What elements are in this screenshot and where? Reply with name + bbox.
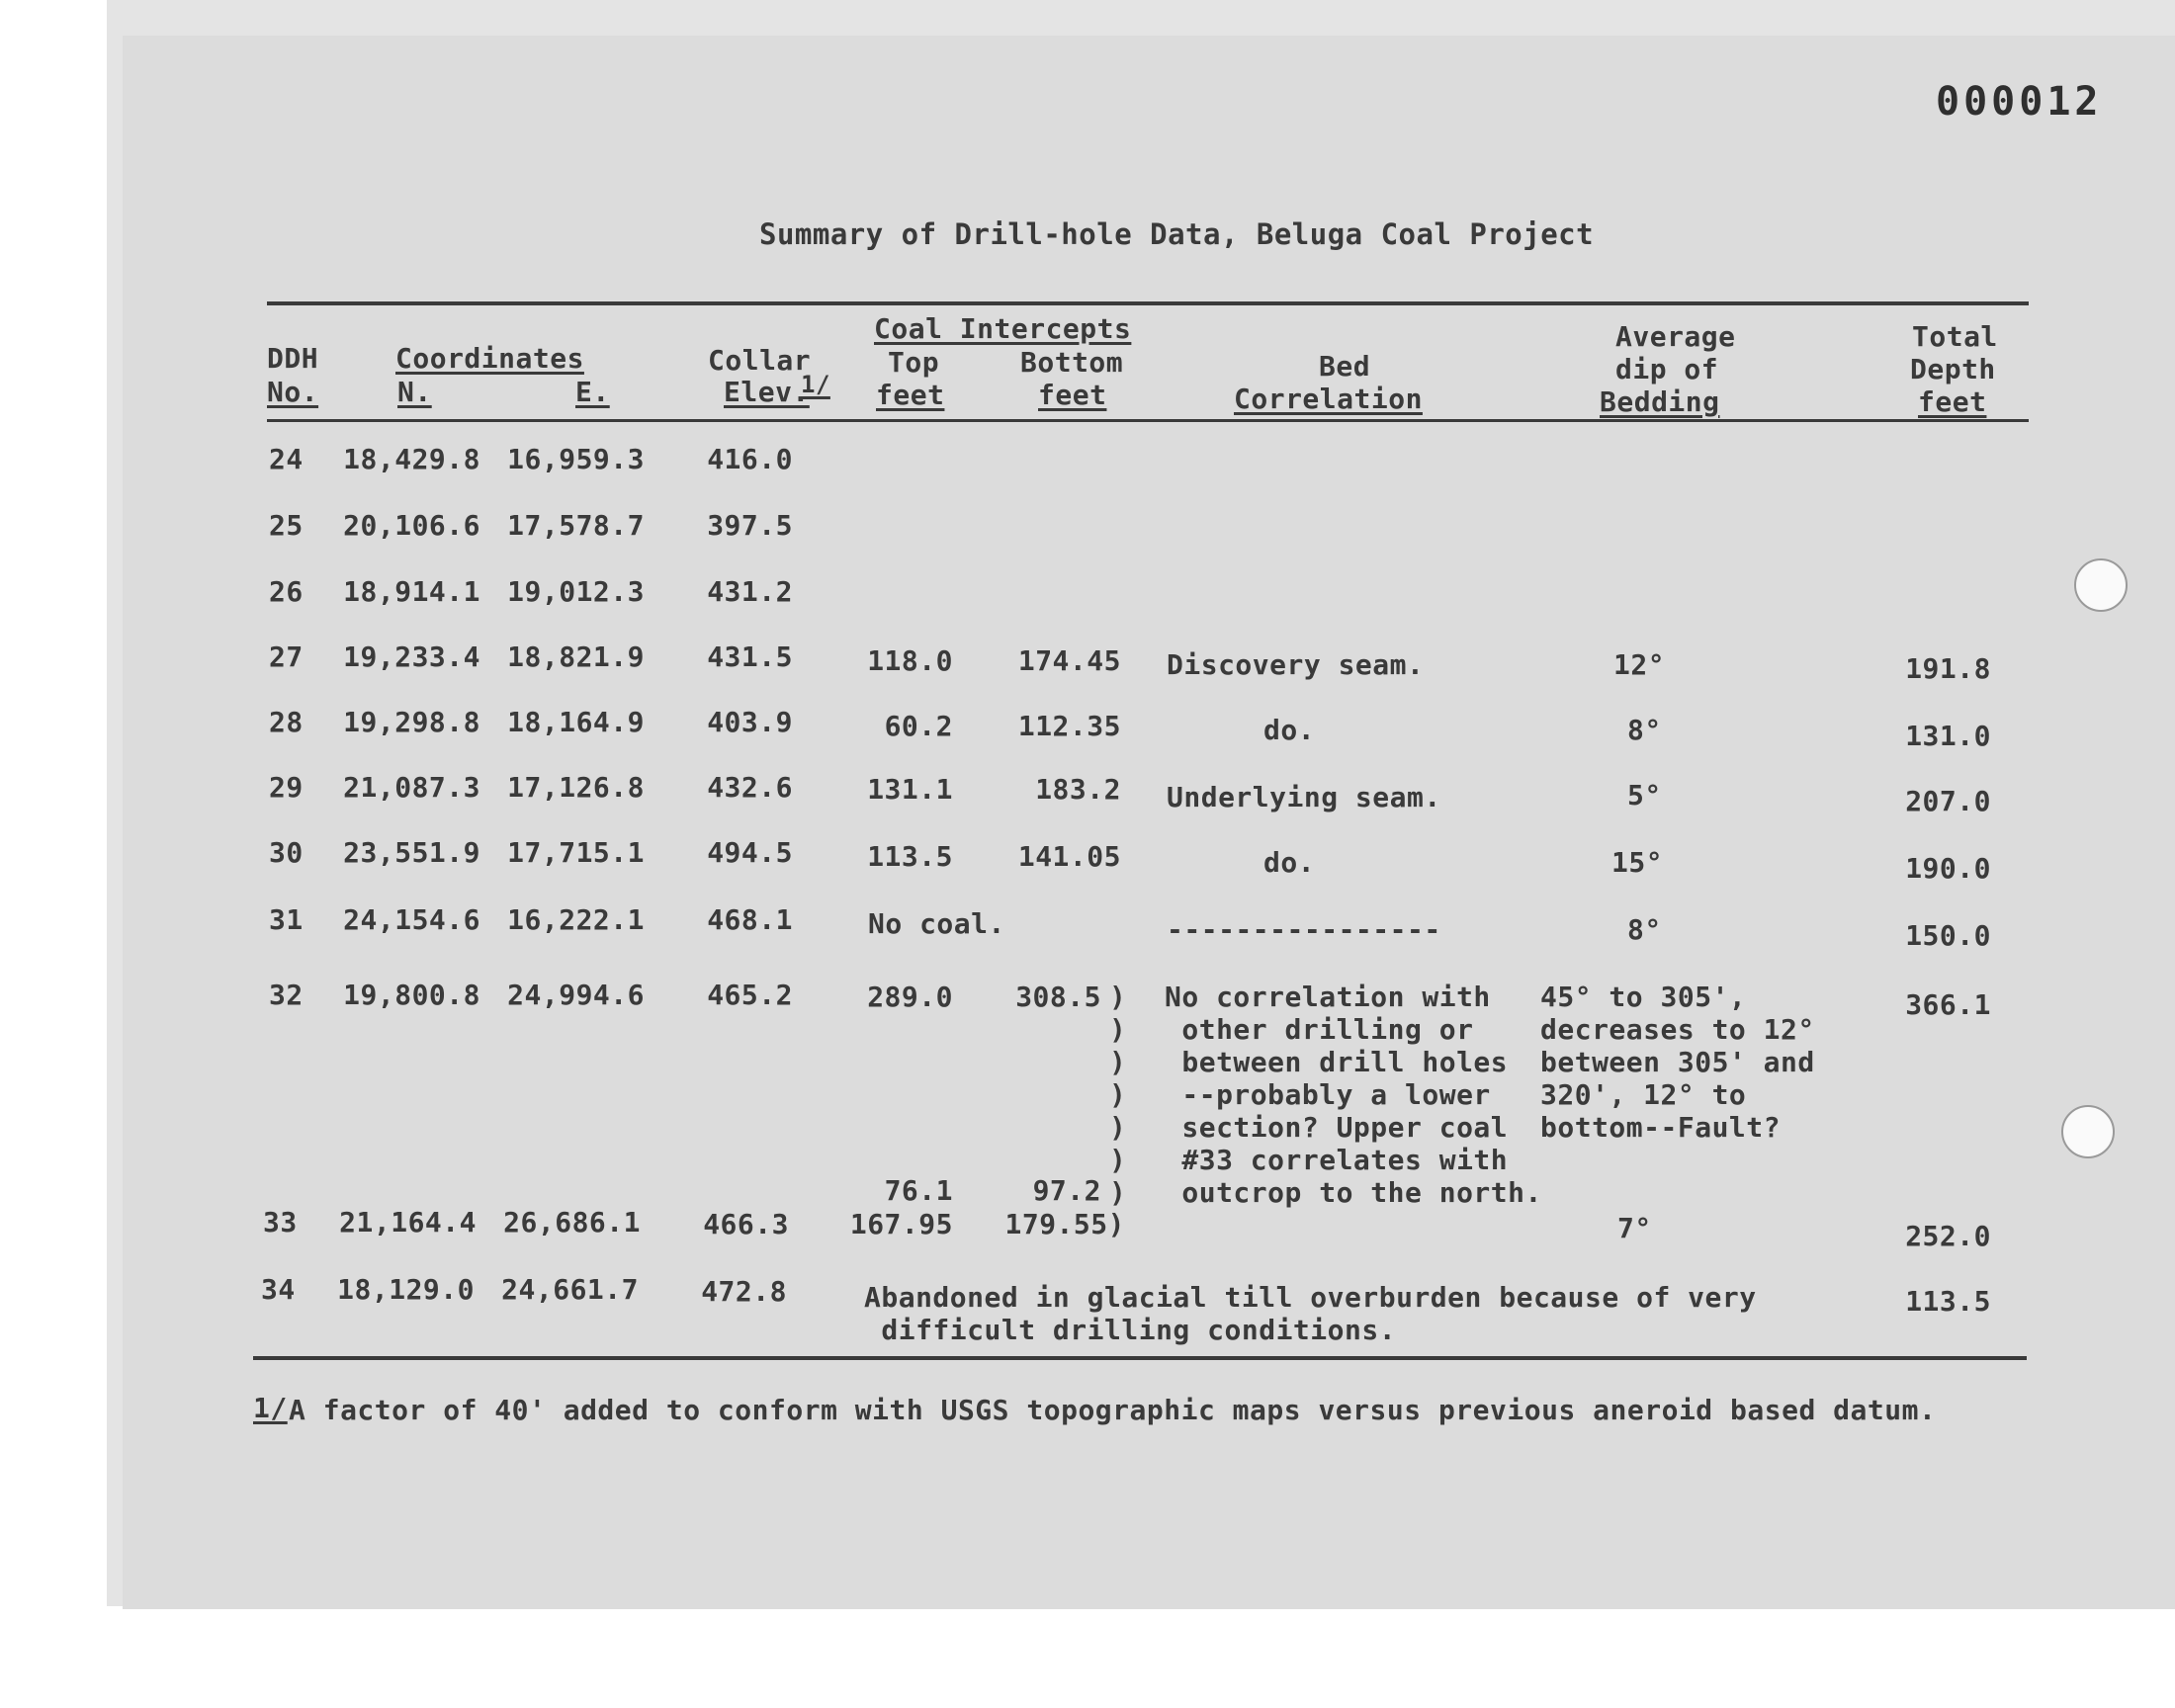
cell-top: No coal. — [868, 907, 1005, 940]
header-correlation: Correlation — [1234, 383, 1423, 415]
cell-east: 17,126.8 — [507, 771, 645, 804]
cell-bed-correlation: do. — [1263, 846, 1316, 879]
cell-east: 17,715.1 — [507, 836, 645, 869]
cell-top: 289.0 — [867, 981, 953, 1013]
header-elev: Elev. — [724, 376, 810, 408]
table-header-rule — [267, 419, 2029, 422]
cell-ddh: 24 — [269, 443, 304, 475]
header-e: E. — [575, 376, 610, 408]
header-depth-feet: feet — [1918, 385, 1987, 418]
cell-ddh: 26 — [269, 575, 304, 608]
cell-dip: 8° — [1627, 913, 1662, 946]
bracket-column: ) ) ) ) ) ) ) — [1109, 981, 1127, 1209]
cell-north: 19,800.8 — [343, 979, 480, 1011]
cell-north: 18,429.8 — [343, 443, 480, 475]
punch-hole-upper — [2074, 558, 2128, 612]
cell-top: 113.5 — [867, 840, 953, 873]
header-elev-footnote: 1/ — [801, 371, 830, 398]
cell-bed-correlation: Discovery seam. — [1167, 648, 1425, 681]
cell-elev: 432.6 — [707, 771, 793, 804]
cell-bottom: 308.5 — [1015, 981, 1101, 1013]
cell-total-depth: 113.5 — [1905, 1285, 1991, 1318]
header-top: Top — [888, 346, 940, 379]
cell-east: 18,821.9 — [507, 640, 645, 673]
punch-hole-lower — [2061, 1105, 2115, 1158]
cell-dip: 45° to 305', decreases to 12° between 305' and 320', 12° to bottom--Fault? — [1540, 981, 1815, 1144]
cell-east: 17,578.7 — [507, 509, 645, 542]
cell-total-depth: 366.1 — [1905, 988, 1991, 1021]
cell-bed-correlation: Underlying seam. — [1167, 781, 1441, 813]
cell-bottom: 179.55) — [1004, 1208, 1125, 1240]
header-n: N. — [397, 376, 432, 408]
cell-top: 167.95 — [849, 1208, 953, 1240]
cell-bottom: 183.2 — [1035, 773, 1121, 806]
cell-top: 131.1 — [867, 773, 953, 806]
cell-total-depth: 150.0 — [1905, 919, 1991, 952]
cell-north: 18,914.1 — [343, 575, 480, 608]
header-depth: Depth — [1910, 353, 1996, 385]
cell-elev: 431.5 — [707, 640, 793, 673]
cell-dip: 7° — [1617, 1212, 1652, 1244]
cell-east: 24,994.6 — [507, 979, 645, 1011]
cell-elev: 416.0 — [707, 443, 793, 475]
cell-east: 16,959.3 — [507, 443, 645, 475]
cell-bed-correlation: No correlation with other drilling or between drill holes --probably a lower section? Upper coal #33 correlates with outcrop to the north. — [1165, 981, 1542, 1209]
header-dip-of: dip of — [1615, 353, 1719, 385]
cell-ddh: 27 — [269, 640, 304, 673]
header-no: No. — [267, 376, 319, 408]
cell-north: 19,298.8 — [343, 706, 480, 738]
header-top-feet: feet — [876, 379, 945, 411]
header-bedding: Bedding — [1600, 385, 1720, 418]
cell-east: 24,661.7 — [501, 1273, 639, 1306]
cell-total-depth: 252.0 — [1905, 1220, 1991, 1252]
header-bottom: Bottom — [1020, 346, 1124, 379]
cell-top-second: 76.1 — [884, 1174, 953, 1207]
cell-top: 60.2 — [884, 710, 953, 742]
header-collar: Collar — [708, 344, 812, 377]
paper-sheet — [123, 36, 2175, 1609]
cell-elev: 468.1 — [707, 903, 793, 936]
table-top-rule — [267, 301, 2029, 305]
cell-north: 23,551.9 — [343, 836, 480, 869]
cell-total-depth: 207.0 — [1905, 785, 1991, 817]
cell-ddh: 25 — [269, 509, 304, 542]
cell-elev: 494.5 — [707, 836, 793, 869]
cell-bed-correlation: ---------------- — [1167, 913, 1441, 946]
cell-elev: 466.3 — [703, 1208, 789, 1240]
header-total: Total — [1912, 320, 1998, 353]
cell-elev: 397.5 — [707, 509, 793, 542]
cell-top: 118.0 — [867, 644, 953, 677]
cell-elev: 403.9 — [707, 706, 793, 738]
cell-bottom: 112.35 — [1017, 710, 1121, 742]
cell-dip: 5° — [1627, 779, 1662, 811]
cell-east: 19,012.3 — [507, 575, 645, 608]
header-ddh: DDH — [267, 342, 319, 375]
cell-dip: 12° — [1613, 648, 1666, 681]
cell-ddh: 28 — [269, 706, 304, 738]
cell-dip: 8° — [1627, 714, 1662, 746]
footnote-text: A factor of 40' added to conform with USGS topographic maps versus previous aneroid based datum. — [289, 1394, 1937, 1426]
table-bottom-rule — [253, 1356, 2027, 1360]
cell-north: 19,233.4 — [343, 640, 480, 673]
cell-bottom-second: 97.2 — [1032, 1174, 1101, 1207]
cell-north: 18,129.0 — [337, 1273, 475, 1306]
cell-total-depth: 191.8 — [1905, 652, 1991, 685]
cell-ddh: 31 — [269, 903, 304, 936]
cell-bed-correlation: do. — [1263, 714, 1316, 746]
cell-east: 16,222.1 — [507, 903, 645, 936]
page-number-stamp: 000012 — [1936, 79, 2103, 125]
cell-north: 20,106.6 — [343, 509, 480, 542]
cell-dip: 15° — [1611, 846, 1664, 879]
cell-ddh: 33 — [263, 1206, 298, 1238]
cell-ddh: 30 — [269, 836, 304, 869]
cell-north: 21,087.3 — [343, 771, 480, 804]
cell-elev: 431.2 — [707, 575, 793, 608]
cell-east: 26,686.1 — [503, 1206, 641, 1238]
cell-elev: 465.2 — [707, 979, 793, 1011]
cell-abandoned-note: Abandoned in glacial till overburden because of very difficult drilling conditions. — [864, 1281, 1757, 1346]
header-coal-intercepts: Coal Intercepts — [874, 312, 1132, 345]
cell-total-depth: 131.0 — [1905, 720, 1991, 752]
header-average: Average — [1615, 320, 1736, 353]
cell-ddh: 32 — [269, 979, 304, 1011]
header-bottom-feet: feet — [1038, 379, 1107, 411]
header-bed: Bed — [1319, 350, 1371, 383]
cell-total-depth: 190.0 — [1905, 852, 1991, 885]
cell-east: 18,164.9 — [507, 706, 645, 738]
cell-elev: 472.8 — [701, 1275, 787, 1308]
header-coordinates: Coordinates — [395, 342, 584, 375]
cell-ddh: 34 — [261, 1273, 296, 1306]
cell-north: 24,154.6 — [343, 903, 480, 936]
cell-north: 21,164.4 — [339, 1206, 477, 1238]
cell-bottom: 174.45 — [1017, 644, 1121, 677]
document-title: Summary of Drill-hole Data, Beluga Coal Project — [759, 217, 1595, 251]
footnote-marker: 1/ — [253, 1392, 288, 1424]
cell-ddh: 29 — [269, 771, 304, 804]
cell-bottom: 141.05 — [1017, 840, 1121, 873]
